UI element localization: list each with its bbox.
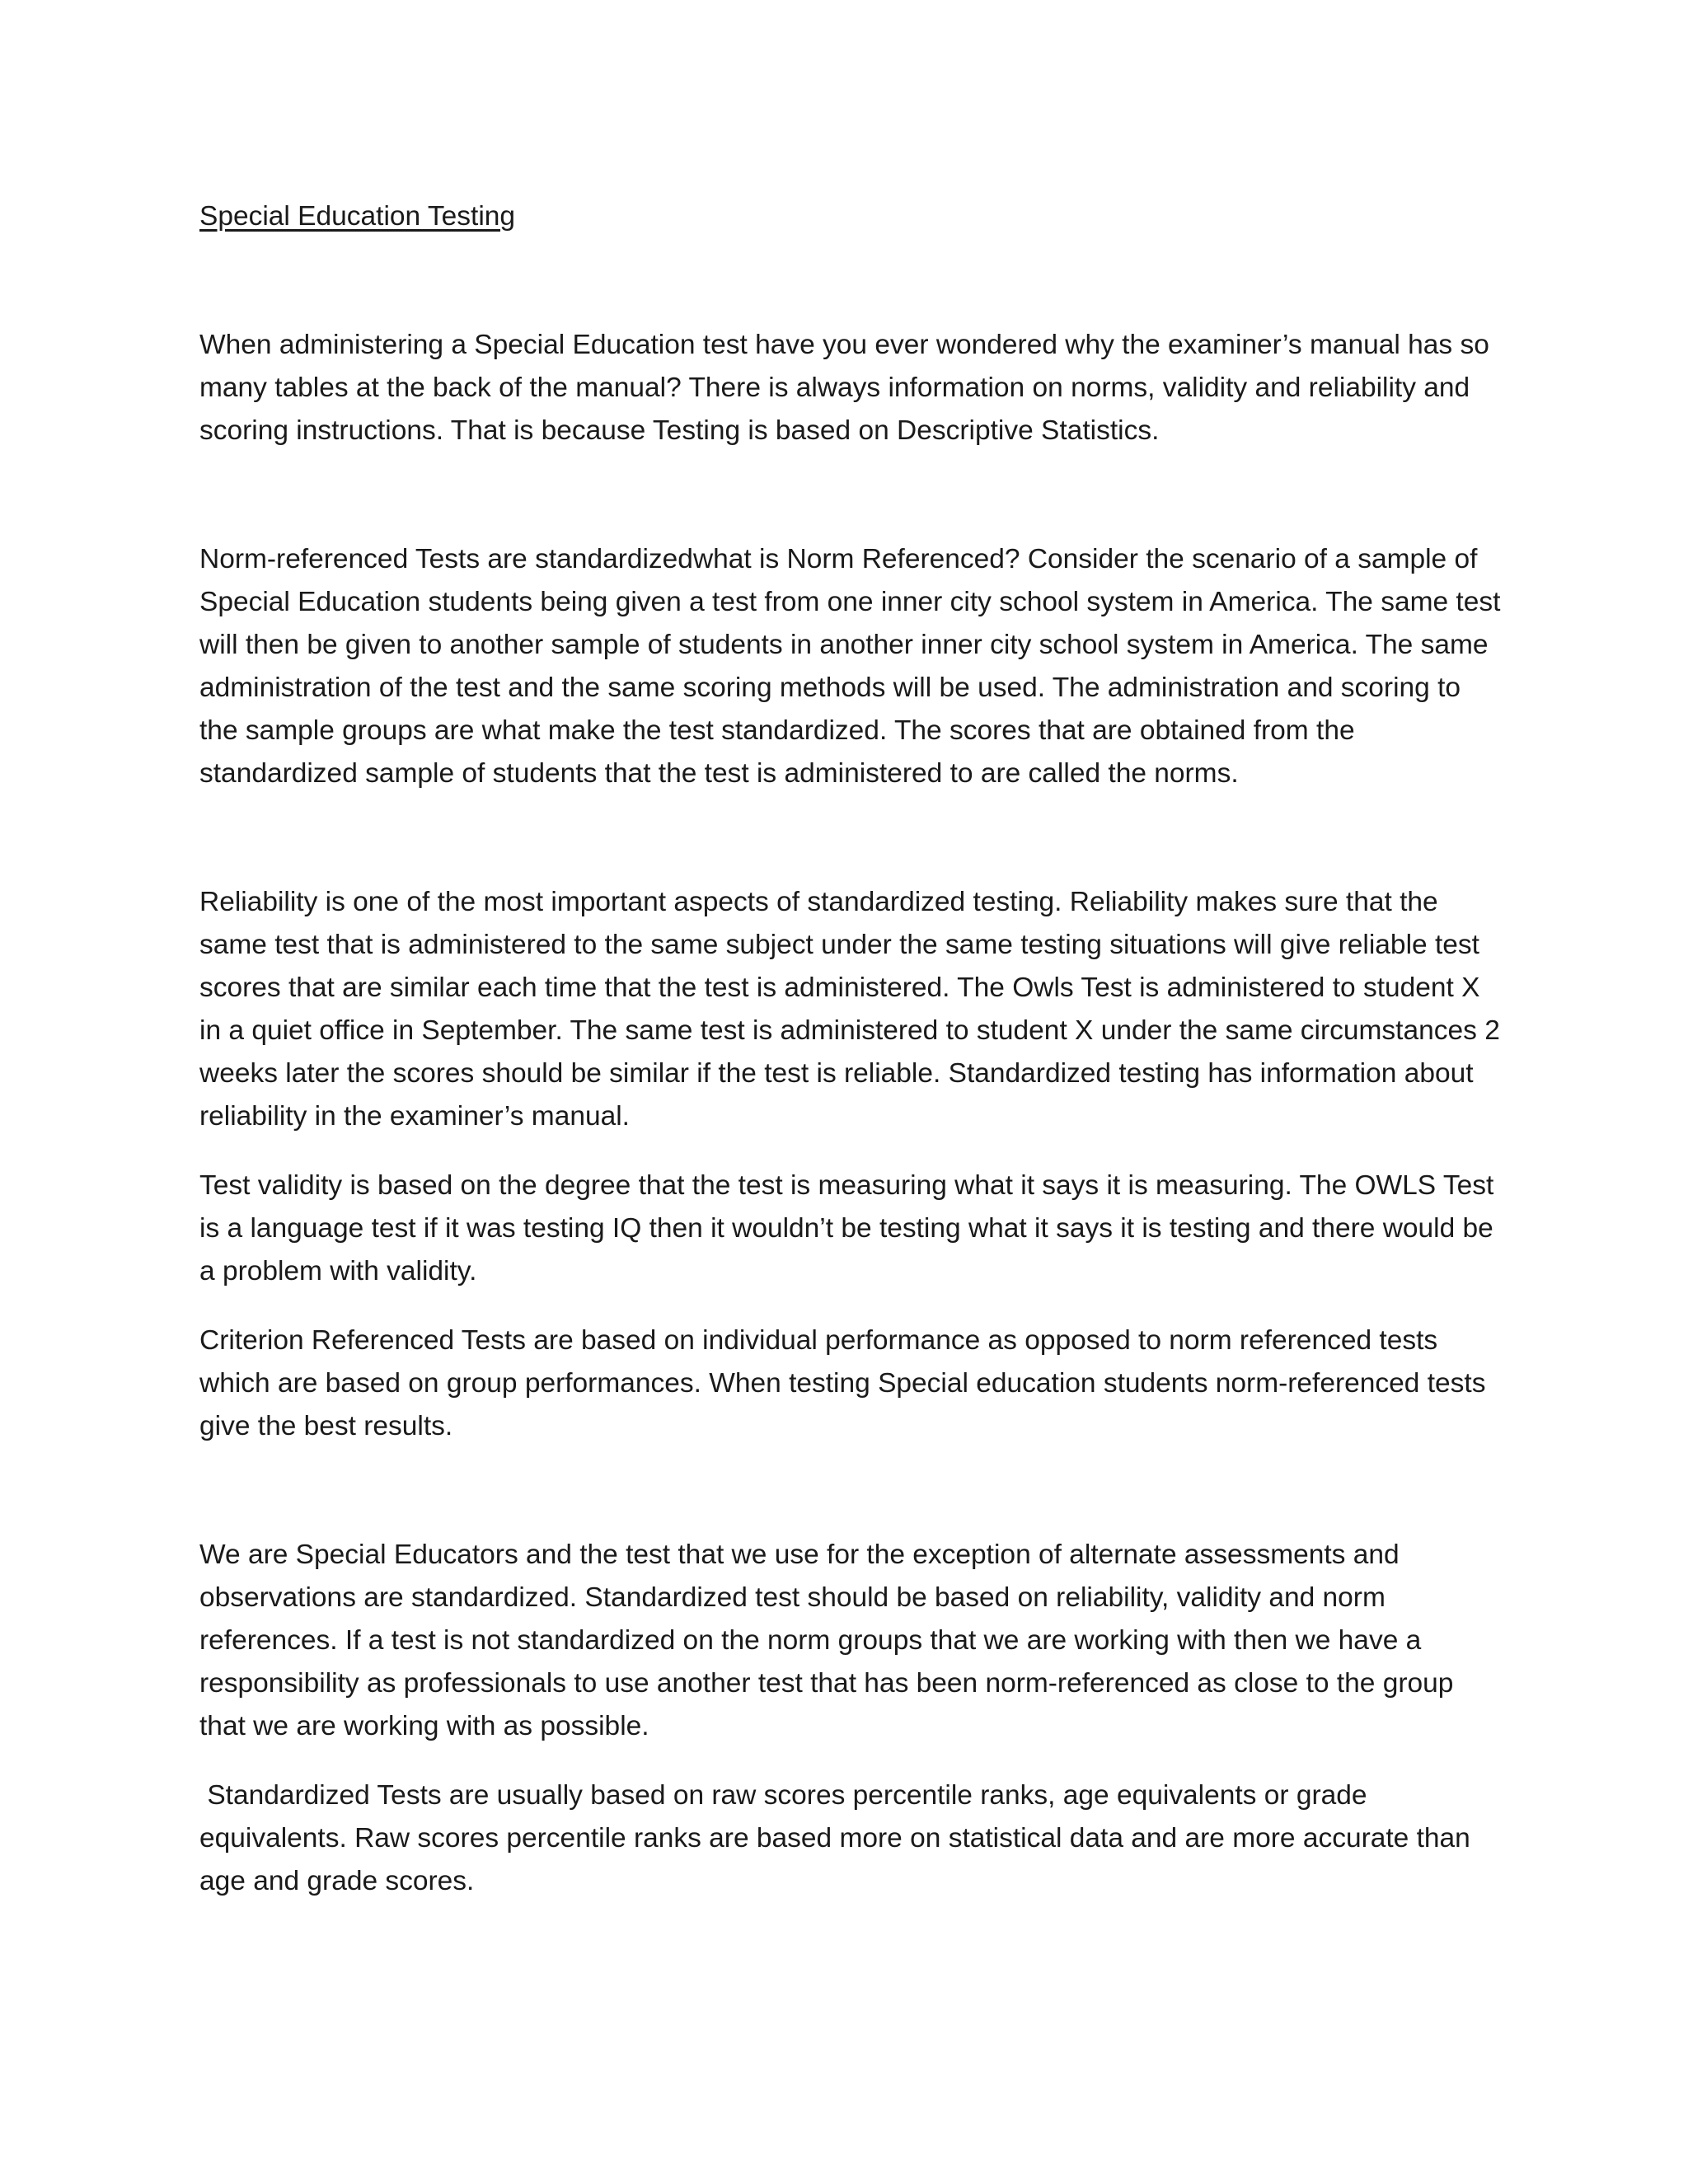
document-title: Special Education Testing (199, 201, 516, 232)
paragraph-validity: Test validity is based on the degree that the test is measuring what it says it is measuring. The OWLS Test is a language test if it was testing IQ then it wouldn’t be testing what it says it is testing and there would be a problem with validity. (199, 1170, 1494, 1286)
paragraph-intro: When administering a Special Education test have you ever wondered why the examiner’s manual has so many tables at the back of the manual? There is always information on norms, validity and reliability and scoring instructions. That is because Testing is based on Descriptive Statistics. (199, 330, 1489, 446)
paragraph-special-educators: We are Special Educators and the test that we use for the exception of alternate assessments and observations are standardized. Standardized test should be based on reliability, validity and norm references. If a test is not standardized on the norm groups that we are working with then we have a responsibility as professionals to use another test that has been norm-referenced as close to the group that we are working with as possible. (199, 1540, 1454, 1741)
paragraph-criterion-referenced: Criterion Referenced Tests are based on individual performance as opposed to norm referenced tests which are based on group performances. When testing Special education students norm-referenced tests give the best results. (199, 1325, 1486, 1441)
paragraph-standardized-scores: Standardized Tests are usually based on raw scores percentile ranks, age equivalents or grade equivalents. Raw scores percentile ranks are based more on statistical data and are more accurate than age and grade scores. (199, 1780, 1479, 1896)
paragraph-reliability: Reliability is one of the most important aspects of standardized testing. Reliability makes sure that the same test that is administered to the same subject under the same testing situations will give reliable test scores that are similar each time that the test is administered. The Owls Test is administered to student X in a quiet office in September. The same test is administered to student X under the same circumstances 2 weeks later the scores should be similar if the test is reliable. Standardized testing has information about reliability in the examiner’s manual. (199, 887, 1500, 1132)
document-body (199, 195, 1502, 1903)
paragraph-norm-referenced: Norm-referenced Tests are standardizedwhat is Norm Referenced? Consider the scenario of a sample of Special Education students being given a test from one inner city school system in America. The same test will then be given to another sample of students in another inner city school system in America. The same administration of the test and the same scoring methods will be used. The administration and scoring to the sample groups are what make the test standardized. The scores that are obtained from the standardized sample of students that the test is administered to are called the norms. (199, 544, 1501, 789)
